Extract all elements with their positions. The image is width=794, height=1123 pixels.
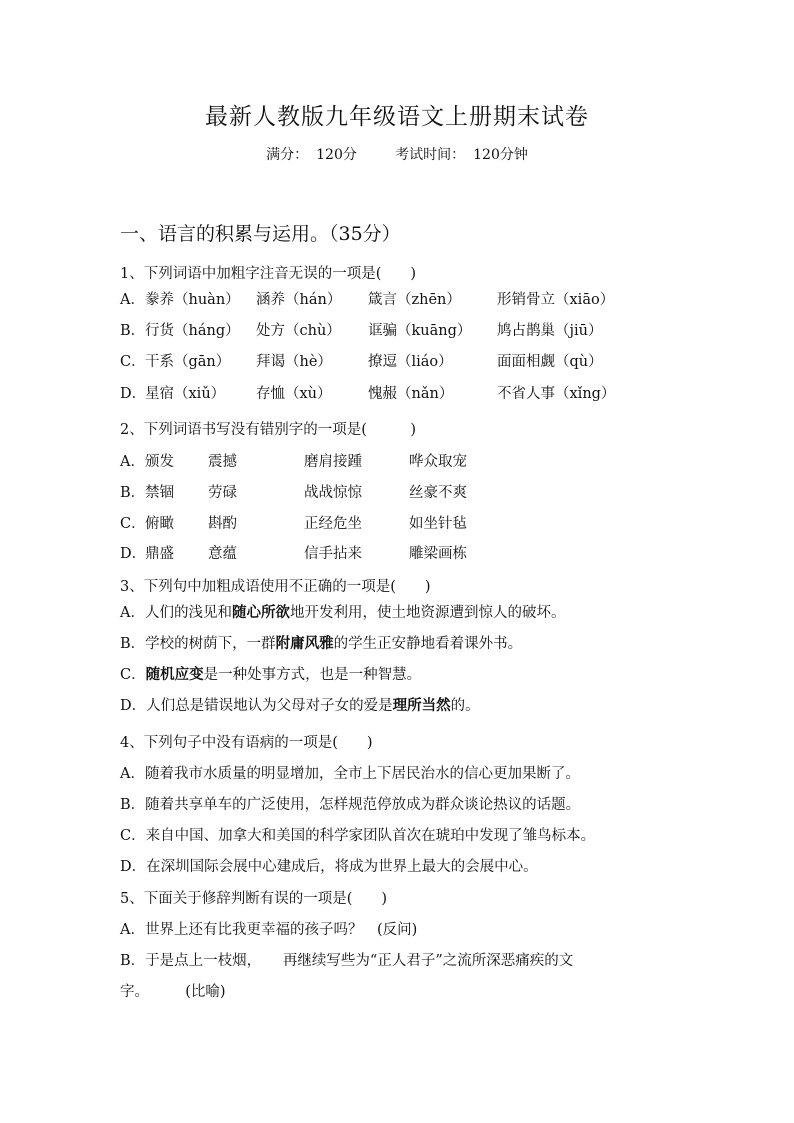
question-5-option-b-line2: 字。 (比喻) <box>120 984 226 1000</box>
exam-meta <box>0 144 794 164</box>
bold-idiom: 附庸风雅 <box>275 635 334 652</box>
question-4-option-d: D．在深圳国际会展中心建成后，将成为世界上最大的会展中心。 <box>120 859 538 875</box>
question-3-option-c: C．随机应变是一种处事方式，也是一种智慧。 <box>120 666 422 683</box>
question-4-stem: 4、下列句子中没有语病的一项是( ) <box>120 735 373 751</box>
option-item: 震撼 <box>208 454 237 470</box>
question-4-option-b: B．随着共享单车的广泛使用，怎样规范停放成为群众谈论热议的话题。 <box>120 797 581 813</box>
full-score: 120分 <box>316 147 357 163</box>
section-heading: 一、语言的积累与运用。（35分） <box>120 223 401 245</box>
page-title: 最新人教版九年级语文上册期末试卷 <box>205 104 589 130</box>
option-item: 鼎盛 <box>145 546 174 562</box>
question-5-option-b-line1: B．于是点上一枝烟， 再继续写些为“正人君子”之流所深恶痛疾的文 <box>120 953 574 969</box>
option-item: 干系（gān） <box>145 354 231 370</box>
question-5-option-a: A．世界上还有比我更幸福的孩子吗？ (反问) <box>120 922 418 938</box>
bold-idiom: 随机应变 <box>145 666 204 683</box>
option-label: D． <box>120 546 147 562</box>
option-item: 哗众取宠 <box>409 454 467 470</box>
option-label: A． <box>120 292 145 308</box>
option-label: D． <box>120 386 147 402</box>
option-item: 劳碌 <box>208 485 237 501</box>
option-item: 斟酌 <box>208 516 237 532</box>
question-3-option-b: B．学校的树荫下，一群附庸风雅的学生正安静地看着课外书。 <box>120 635 523 652</box>
bold-idiom: 随心所欲 <box>231 604 290 621</box>
option-item: 诓骗（kuāng） <box>368 323 472 339</box>
option-item: 星宿（xiǔ） <box>145 386 226 402</box>
time-value: 120分钟 <box>473 147 528 163</box>
option-item: 丝豪不爽 <box>409 485 467 501</box>
option-item: 禁锢 <box>145 485 174 501</box>
option-label: C． <box>120 516 146 532</box>
option-item: 俯瞰 <box>145 516 174 532</box>
option-item: 不省人事（xǐng） <box>497 386 616 402</box>
full-score-label: 满分： <box>266 147 309 163</box>
option-item: 箴言（zhēn） <box>368 292 461 308</box>
option-label: B． <box>120 323 146 339</box>
option-item: 处方（chù） <box>256 323 341 339</box>
option-item: 如坐针毡 <box>409 516 467 532</box>
time-label: 考试时间： <box>395 147 466 163</box>
option-item: 战战惊惊 <box>304 485 362 501</box>
option-item: 颁发 <box>145 454 174 470</box>
option-item: 磨肩接踵 <box>304 454 362 470</box>
option-item: 意蕴 <box>208 546 237 562</box>
option-item: 正经危坐 <box>304 516 362 532</box>
option-item: 鸠占鹊巢（jiū） <box>497 323 603 339</box>
question-3-option-d: D．人们总是错误地认为父母对子女的爱是理所当然的。 <box>120 697 480 714</box>
question-4-option-c: C．来自中国、加拿大和美国的科学家团队首次在琥珀中发现了雏鸟标本。 <box>120 828 596 844</box>
bold-idiom: 理所当然 <box>392 697 451 714</box>
question-2-stem: 2、下列词语书写没有错别字的一项是( ) <box>120 422 417 438</box>
option-item: 行货（háng） <box>145 323 240 339</box>
option-item: 涵养（hán） <box>256 292 342 308</box>
question-1-stem: 1、下列词语中加粗字注音无误的一项是( ) <box>120 266 417 282</box>
option-label: C． <box>120 354 146 370</box>
question-3-option-a: A．人们的浅见和随心所欲地开发利用，使土地资源遭到惊人的破坏。 <box>120 604 566 621</box>
option-item: 豢养（huàn） <box>145 292 240 308</box>
option-item: 撩逗（liáo） <box>368 354 453 370</box>
option-item: 雕梁画栋 <box>409 546 467 562</box>
question-4-option-a: A．随着我市水质量的明显增加，全市上下居民治水的信心更加果断了。 <box>120 766 580 782</box>
option-item: 愧赧（nǎn） <box>368 386 454 402</box>
option-label: B． <box>120 485 146 501</box>
option-item: 拜谒（hè） <box>256 354 332 370</box>
question-3-stem: 3、下列句中加粗成语使用不正确的一项是( ) <box>120 579 431 595</box>
option-item: 面面相觑（qù） <box>497 354 603 370</box>
option-item: 信手拈来 <box>304 546 362 562</box>
option-item: 存恤（xù） <box>256 386 332 402</box>
question-5-stem: 5、下面关于修辞判断有误的一项是( ) <box>120 891 388 907</box>
option-label: A． <box>120 454 145 470</box>
option-item: 形销骨立（xiāo） <box>497 292 615 308</box>
